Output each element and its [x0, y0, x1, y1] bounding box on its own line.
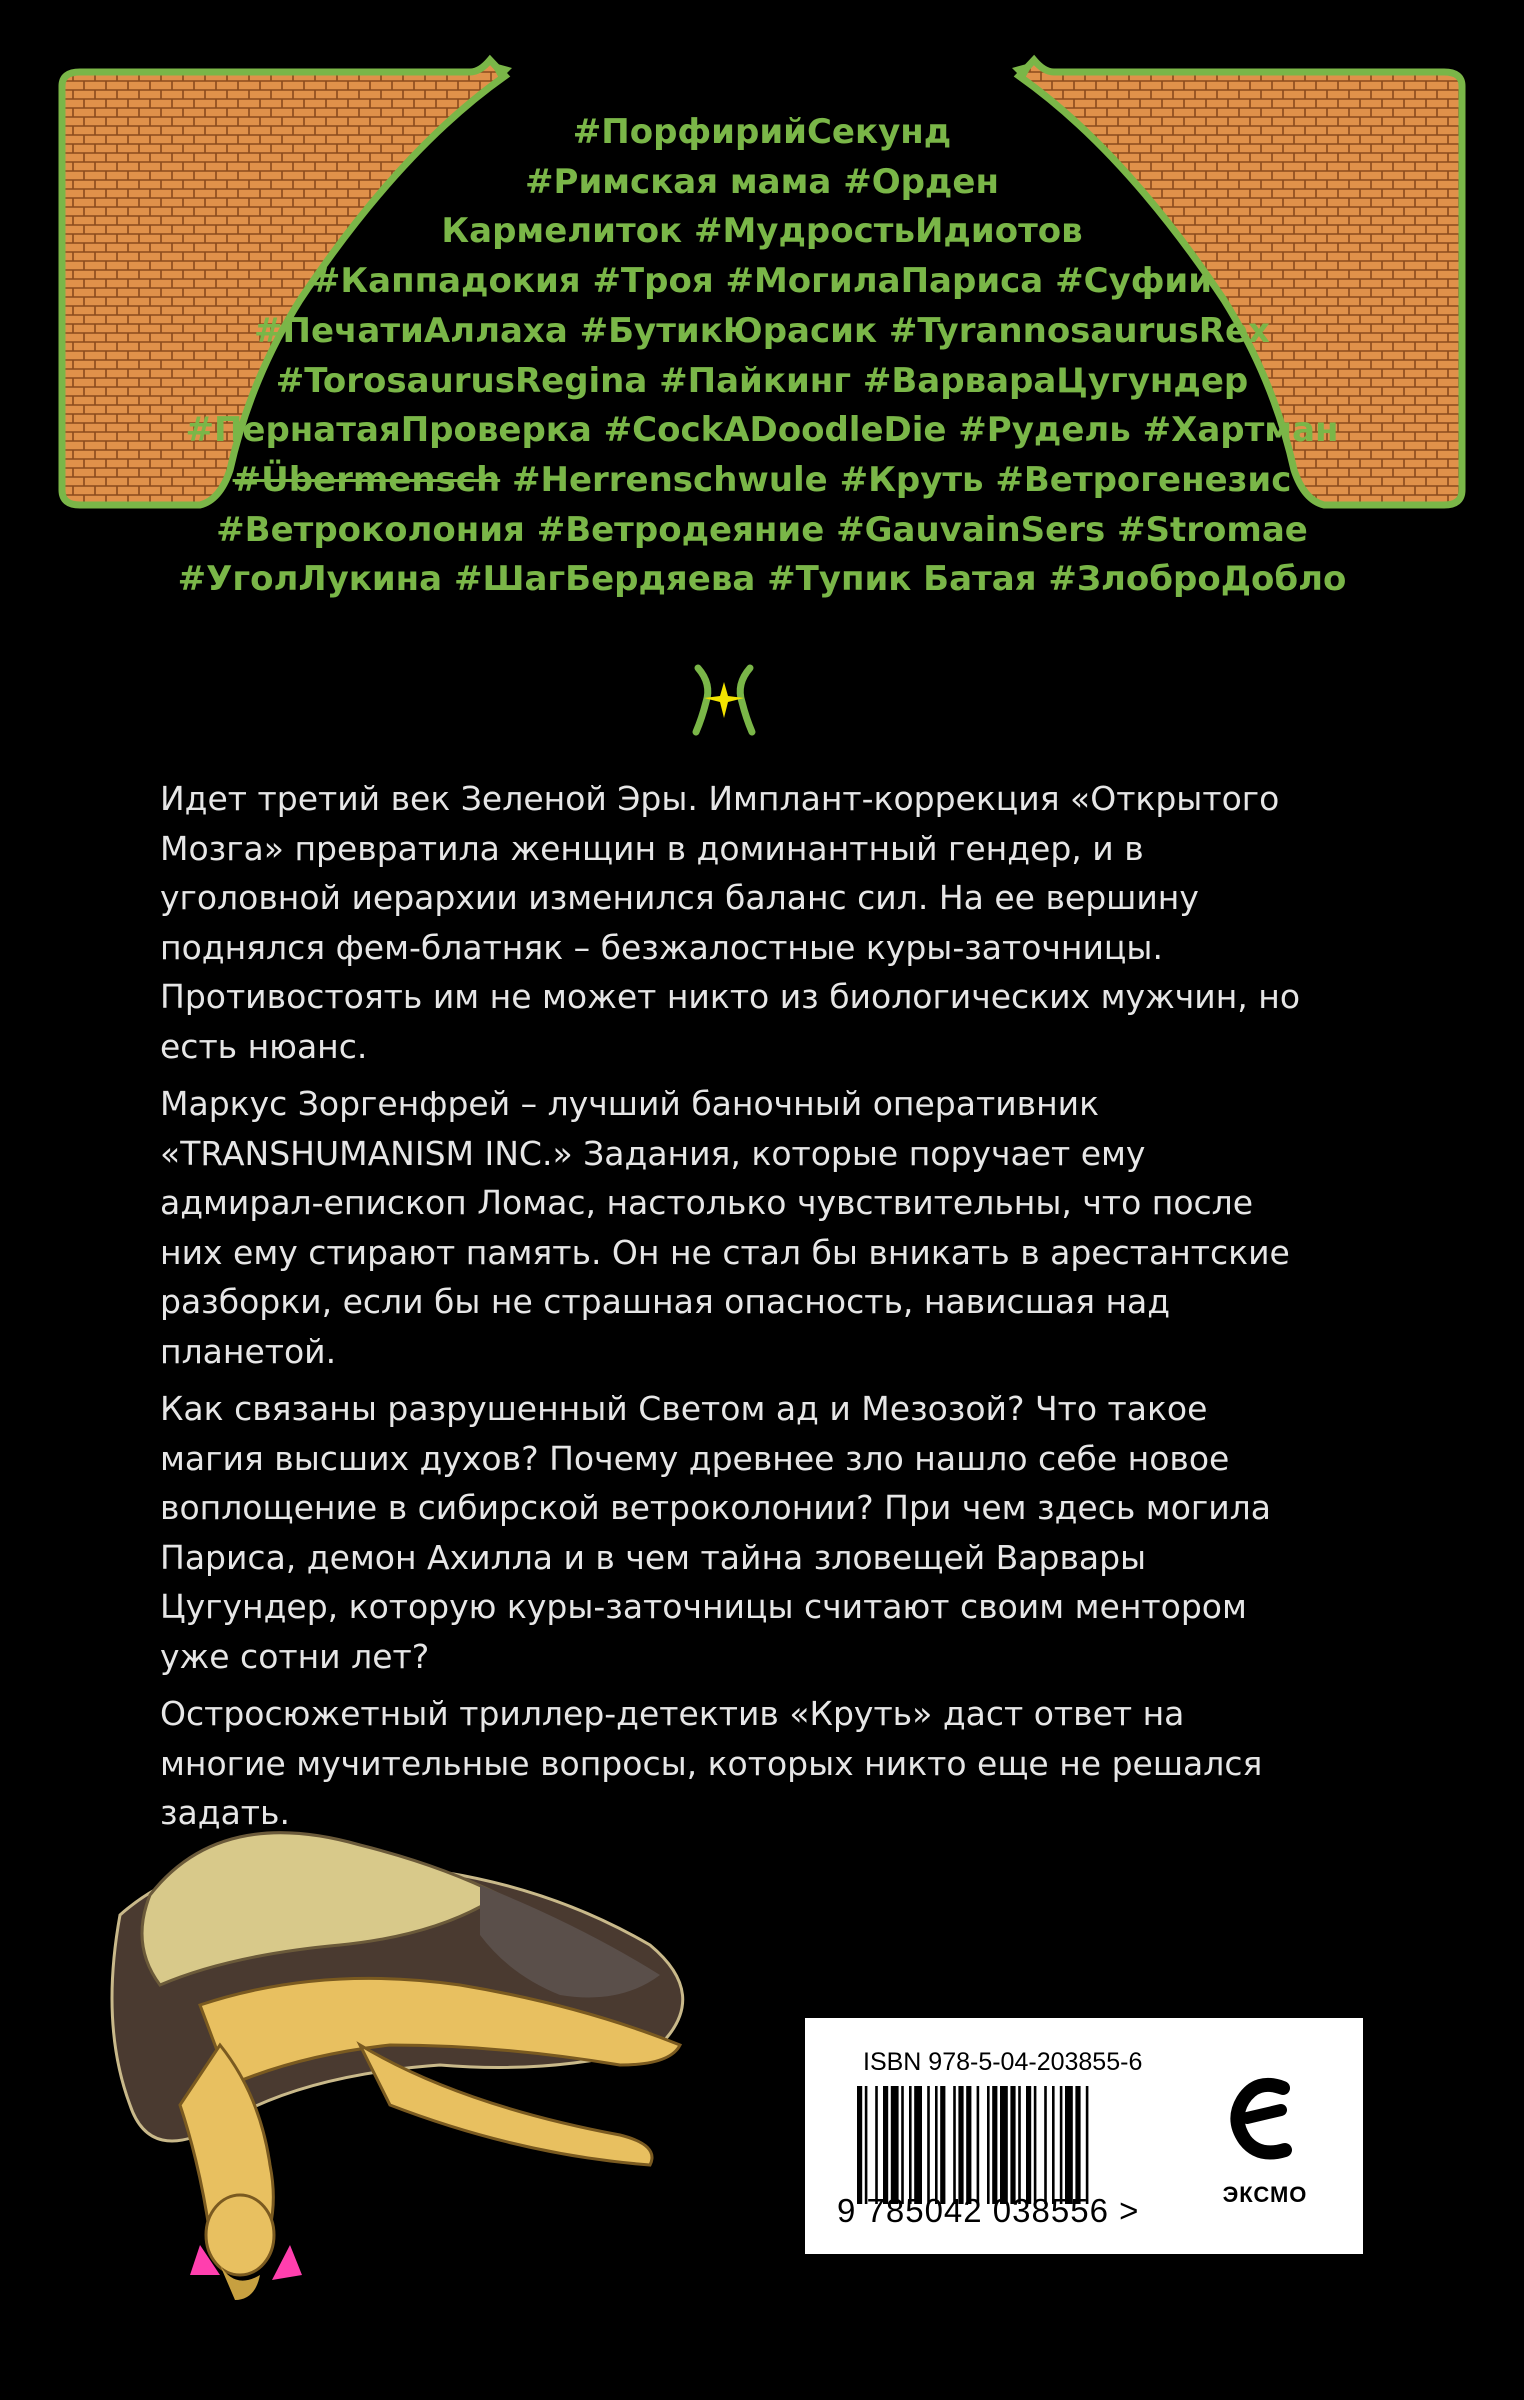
barcode-stripe — [875, 2086, 878, 2204]
hashtag-line: #ПечатиАллаха #БутикЮрасик #TyrannosaurusRex — [254, 310, 1270, 351]
hashtag-block — [160, 108, 1364, 605]
isbn-label: ISBN 978-5-04-203855-6 — [863, 2048, 1143, 2076]
barcode-stripe — [1018, 2086, 1021, 2204]
hashtag-line: #ПорфирийСекунд — [572, 112, 952, 152]
blurb-paragraph: Как связаны разрушенный Светом ад и Мезозой? Что такое магия высших духов? Почему древнее зло нашло себе новое воплощение в сибирской ветроколонии? При чем здесь могила Париса, демон Ахилла и в чем тайна зловещей Варвары Цугундер, которую куры-заточницы считают своим ментором уже сотни лет? — [160, 1389, 1271, 1676]
hashtag-line — [160, 456, 1364, 506]
hashtag-line: #TorosaurusRegina #Пайкинг #ВарвараЦугундер — [275, 360, 1249, 401]
barcode-stripe — [865, 2086, 868, 2204]
barcode-stripe — [891, 2086, 899, 2204]
barcode-stripe — [909, 2086, 912, 2204]
barcode-stripe — [1075, 2086, 1080, 2204]
blurb-paragraph: Маркус Зоргенфрей – лучший баночный оперативник «TRANSHUMANISM INC.» Задания, которые поручает ему адмирал-епископ Ломас, настолько чувствительны, что после них ему стирают память. Он не стал бы вникать в арестантские разборки, если бы не страшная опасность, нависшая над планетой. — [160, 1084, 1290, 1371]
barcode-stripe — [977, 2086, 980, 2204]
publisher-name: ЭКСМО — [1222, 2182, 1308, 2207]
barcode-stripe — [1026, 2086, 1031, 2204]
barcode-stripe — [935, 2086, 938, 2204]
barcode-stripe — [958, 2086, 963, 2204]
barcode-stripe — [901, 2086, 904, 2204]
blurb-paragraph: Идет третий век Зеленой Эры. Имплант-коррекция «Открытого Мозга» превратила женщин в доминантный гендер, и в уголовной иерархии изменился баланс сил. На ее вершину поднялся фем-блатняк – безжалостные куры-заточницы. Противостоять им не может никто из биологических мужчин, но есть нюанс. — [160, 779, 1301, 1066]
barcode-stripe — [857, 2086, 862, 2204]
barcode-bars — [857, 2086, 1157, 2204]
barcode-stripe — [1060, 2086, 1063, 2204]
struck-hashtag: #Übermensch — [232, 459, 501, 500]
barcode-stripe — [940, 2086, 945, 2204]
reclining-figure-illustration — [60, 1745, 760, 2305]
barcode-stripe — [1044, 2086, 1047, 2204]
barcode-stripe — [966, 2086, 971, 2204]
star-ornament-icon — [688, 662, 760, 738]
blurb-text — [160, 774, 1310, 1846]
barcode-stripe — [1034, 2086, 1037, 2204]
barcode-panel — [805, 2018, 1363, 2254]
hashtag-line: #Ветроколония #Ветродеяние #GauvainSers #Stromae — [216, 509, 1308, 550]
barcode-stripe — [992, 2086, 997, 2204]
barcode-stripe — [1052, 2086, 1055, 2204]
barcode-digits: 9 785042 038556 > — [837, 2192, 1140, 2229]
hashtag-line: #ПернатаяПроверка #CockADoodleDie #Рудель #Хартман — [185, 410, 1339, 451]
hashtag-line: #УголЛукина #ШагБердяева #Тупик Батая #ЗлоброДобло — [177, 559, 1347, 600]
blurb-paragraph: Остросюжетный триллер-детектив «Круть» даст ответ на многие мучительные вопросы, которых никто еще не решался задать. — [160, 1694, 1263, 1832]
barcode-stripe — [1086, 2086, 1089, 2204]
hashtag-line: #Каппадокия #Троя #МогилаПариса #Суфии — [311, 261, 1213, 302]
barcode-stripe — [1010, 2086, 1015, 2204]
barcode-stripe — [914, 2086, 922, 2204]
barcode-stripe — [1065, 2086, 1073, 2204]
barcode-stripe — [883, 2086, 888, 2204]
barcode-stripe — [927, 2086, 930, 2204]
barcode-stripe — [987, 2086, 990, 2204]
barcode-stripe — [1000, 2086, 1008, 2204]
hashtag-line-rest: #Herrenschwule #Круть #Ветрогенезис — [500, 459, 1292, 500]
barcode-stripe — [953, 2086, 956, 2204]
hashtag-line: #Римская мама #Орден — [525, 161, 999, 202]
eksmo-logo-icon — [1223, 2070, 1307, 2170]
hashtag-line: Кармелиток #МудростьИдиотов — [441, 211, 1083, 252]
